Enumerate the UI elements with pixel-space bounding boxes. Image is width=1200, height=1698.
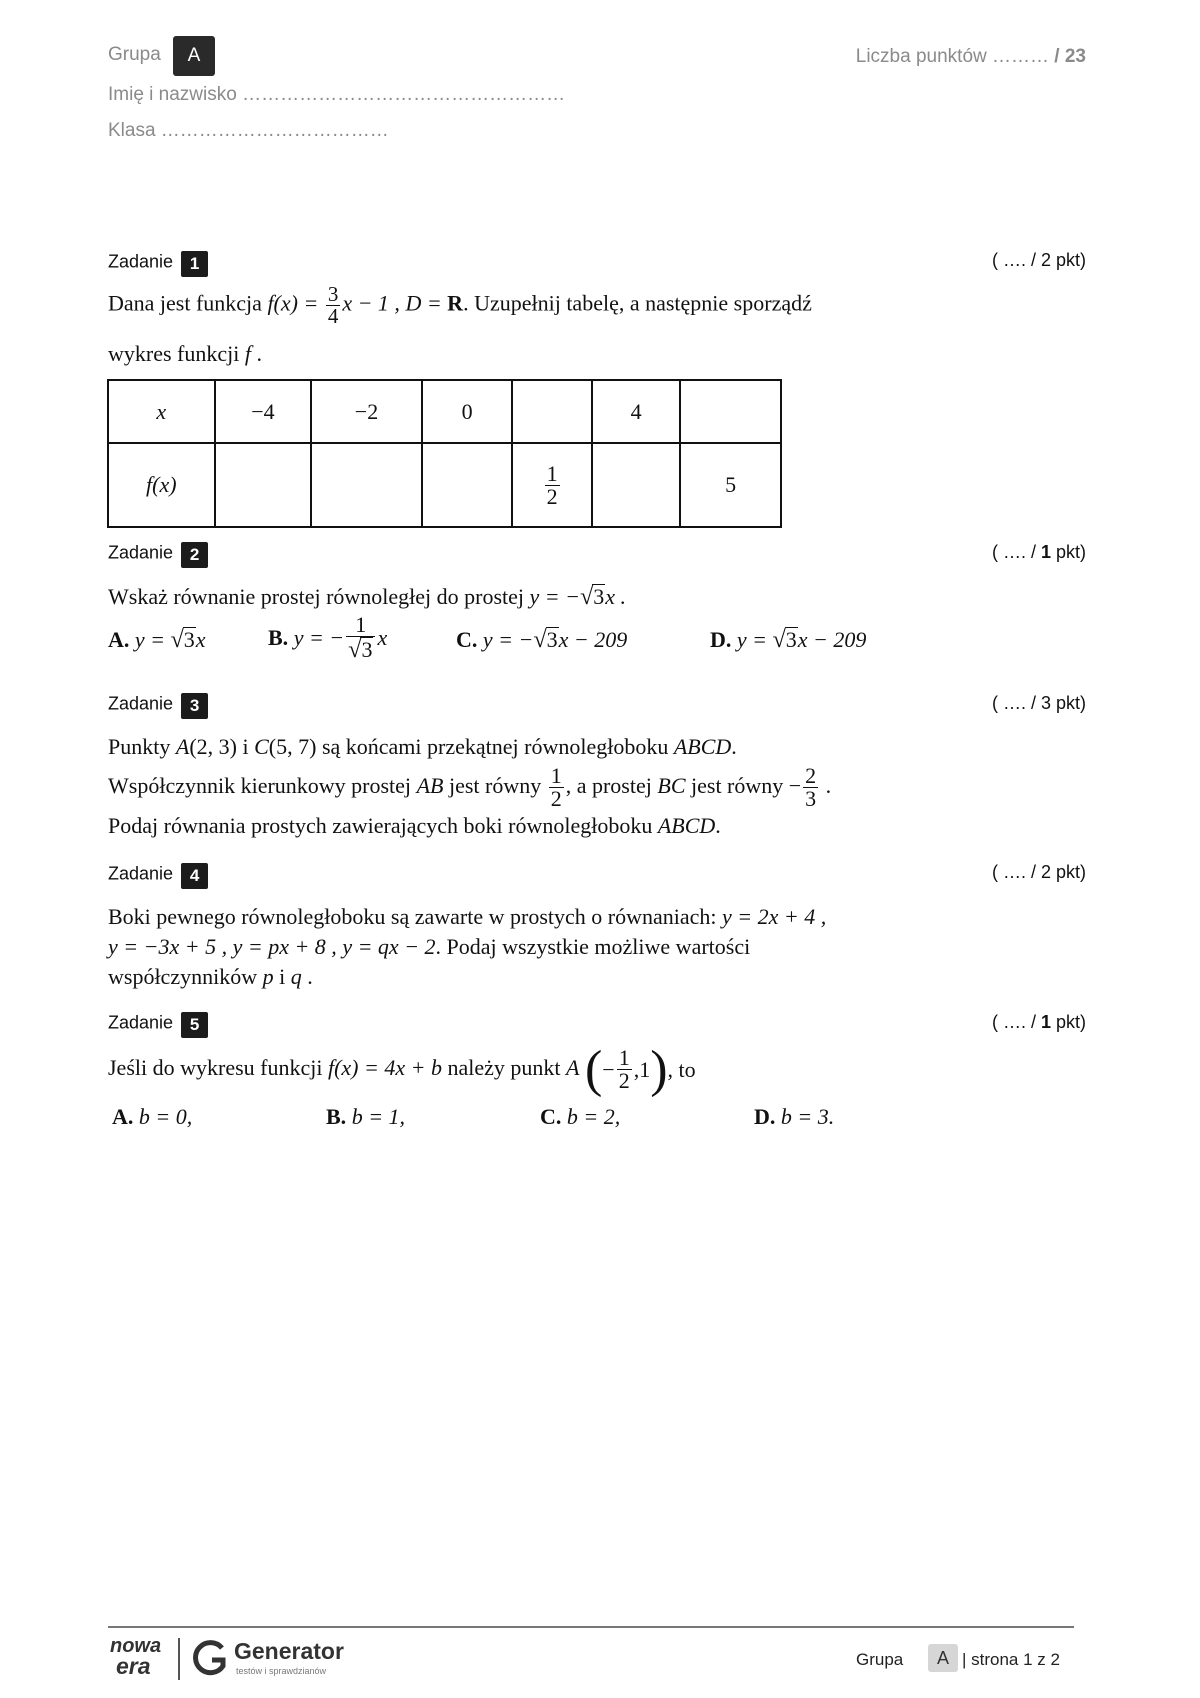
minus: − xyxy=(602,1056,615,1082)
frac-num: 3 xyxy=(327,282,339,306)
equation: y = qx − 2 xyxy=(342,934,436,959)
option-pre: y = − xyxy=(482,627,534,652)
task-2-points xyxy=(992,542,1086,563)
coord-y: ,1 xyxy=(633,1056,651,1082)
fraction-half xyxy=(545,460,560,509)
shape-name: ABCD xyxy=(673,734,732,759)
table-cell-empty[interactable] xyxy=(422,443,513,527)
frac-num: 1 xyxy=(546,460,558,486)
table-row-x xyxy=(108,380,781,443)
text: Punkty xyxy=(108,734,171,759)
task-5-option-d[interactable] xyxy=(754,1104,834,1130)
text: , to xyxy=(667,1056,696,1082)
table-row-fx xyxy=(108,443,781,527)
point-a: A xyxy=(566,1055,580,1080)
x-header: x xyxy=(156,398,167,424)
option-pre: y = − xyxy=(293,625,345,651)
points-post: pkt) xyxy=(1050,542,1086,562)
sqrt-icon: √ xyxy=(533,626,547,653)
text: i xyxy=(279,964,286,989)
logo-divider xyxy=(178,1638,180,1680)
option-post: x − 209 xyxy=(558,627,628,652)
nowa-era-logo xyxy=(110,1636,166,1682)
sqrt-icon: √ xyxy=(170,626,184,653)
sqrt-icon: √ xyxy=(772,626,786,653)
fraction-two-thirds xyxy=(803,765,818,810)
footer-group-label: Grupa xyxy=(856,1650,904,1669)
table-cell: 4 xyxy=(592,380,681,443)
text: należy punkt xyxy=(447,1055,561,1080)
values-table xyxy=(107,379,782,528)
task-3-line2 xyxy=(108,758,831,814)
text: jest równy − xyxy=(691,773,802,798)
point-a: A xyxy=(175,734,190,759)
function-def: f(x) = 4x + b xyxy=(327,1055,442,1080)
class-field[interactable]: Klasa ……………………………… xyxy=(108,120,389,141)
option-letter: D. xyxy=(710,627,732,652)
task-number: 3 xyxy=(181,693,208,719)
table-cell-half xyxy=(512,443,591,527)
task-1-instruction: . Uzupełnij tabelę, a następnie sporządź xyxy=(463,290,812,316)
task-1-text-c: wykres funkcji xyxy=(108,341,240,366)
task-2-option-a[interactable] xyxy=(108,626,206,654)
domain-set: R xyxy=(447,290,464,316)
domain-label: D = xyxy=(405,290,448,316)
option-eq: b = 0, xyxy=(138,1104,193,1129)
coord: (2, 3) xyxy=(189,734,237,759)
option-letter: A. xyxy=(108,627,130,652)
footer-group-badge: A xyxy=(928,1644,958,1672)
paren-left-icon: ( xyxy=(584,1040,603,1098)
function-def: f(x) = xyxy=(267,290,319,316)
task-number: 2 xyxy=(181,542,208,568)
text: Jeśli do wykresu funkcji xyxy=(108,1055,323,1080)
task-2-statement xyxy=(108,582,626,612)
sqrt-content: 3 xyxy=(593,584,605,609)
option-eq: b = 1, xyxy=(351,1104,406,1129)
period: . xyxy=(825,773,832,798)
task-2-option-b[interactable] xyxy=(268,614,387,662)
table-header-fx xyxy=(108,443,215,527)
name-field[interactable]: Imię i nazwisko …………………………………………… xyxy=(108,84,566,105)
page-indicator: | strona 1 z 2 xyxy=(962,1650,1060,1669)
option-eq: b = 2, xyxy=(566,1104,621,1129)
task-5-option-b[interactable] xyxy=(326,1104,405,1130)
frac-den: 2 xyxy=(546,483,558,509)
line-bc: BC xyxy=(657,773,686,798)
table-cell-empty[interactable] xyxy=(215,443,312,527)
task-5-option-c[interactable] xyxy=(540,1104,620,1130)
task-1-header xyxy=(108,251,208,277)
task-label: Zadanie xyxy=(108,542,174,563)
option-letter: B. xyxy=(268,625,289,651)
eq-post: x . xyxy=(605,584,627,609)
table-cell: −2 xyxy=(311,380,422,443)
fraction-one-over-sqrt3 xyxy=(346,614,375,662)
var-q: q xyxy=(290,964,302,989)
points-post: pkt) xyxy=(1050,1012,1086,1032)
points-label: Liczba punktów ……… xyxy=(855,46,1050,67)
frac-den xyxy=(346,637,375,662)
option-post: x xyxy=(377,625,388,651)
task-3-points: ( …. / 3 pkt) xyxy=(991,693,1086,713)
points-value: 1 xyxy=(1040,1012,1051,1032)
fraction-three-quarters xyxy=(326,284,341,327)
option-letter: C. xyxy=(456,627,478,652)
period: . xyxy=(715,813,721,838)
task-2-text: Wskaż równanie prostej równoległej do prostej xyxy=(108,584,525,609)
text: Boki pewnego równoległoboku są zawarte w prostych o równaniach: xyxy=(108,904,717,929)
equation: y = px + 8 , xyxy=(232,934,337,959)
generator-g-icon xyxy=(192,1640,228,1680)
points-pre: ( …. / xyxy=(991,1012,1041,1032)
shape-name: ABCD xyxy=(657,813,716,838)
equation: y = 2x + 4 , xyxy=(722,904,827,929)
task-4-line1 xyxy=(108,902,826,932)
frac-den: 4 xyxy=(327,304,339,328)
text: Podaj równania prostych zawierających boki równoległoboku xyxy=(108,813,653,838)
points-value: 1 xyxy=(1040,542,1051,562)
sqrt-content: 3 xyxy=(361,637,373,662)
option-post: x xyxy=(195,627,206,652)
frac-num: 2 xyxy=(805,763,817,789)
logo-generator-text: Generator xyxy=(234,1638,344,1664)
sqrt-content: 3 xyxy=(546,627,558,652)
period: . xyxy=(731,734,737,759)
points-header xyxy=(856,46,1086,68)
fraction-half xyxy=(549,765,564,810)
group-badge: A xyxy=(173,36,215,76)
task-5-option-a[interactable] xyxy=(112,1104,192,1130)
frac-den: 2 xyxy=(618,1068,630,1094)
task-4-line2 xyxy=(108,932,750,962)
task-4-line3 xyxy=(108,962,313,992)
option-letter: D. xyxy=(754,1104,776,1129)
eq-pre: y = − xyxy=(529,584,581,609)
text: , a prostej xyxy=(565,773,652,798)
task-5-points xyxy=(992,1012,1086,1033)
task-1-statement xyxy=(108,284,1068,327)
line-ab: AB xyxy=(416,773,444,798)
points-pre: ( …. / xyxy=(991,542,1041,562)
table-cell-empty[interactable] xyxy=(680,380,781,443)
period: . xyxy=(256,341,262,366)
frac-den: 2 xyxy=(550,786,562,812)
frac-num: 1 xyxy=(618,1045,630,1071)
task-label: Zadanie xyxy=(108,863,174,884)
logo-tagline: testów i sprawdzianów xyxy=(236,1666,327,1676)
task-label: Zadanie xyxy=(108,251,174,272)
sqrt-content: 3 xyxy=(785,627,797,652)
function-expr: x − 1 , xyxy=(342,290,400,316)
group-label: Grupa xyxy=(108,44,161,65)
table-cell: 5 xyxy=(680,443,781,527)
frac-num: 1 xyxy=(550,763,562,789)
frac-den: 3 xyxy=(805,786,817,812)
option-pre: y = xyxy=(736,627,773,652)
table-cell-empty[interactable] xyxy=(592,443,681,527)
task-3-header xyxy=(108,693,208,719)
sqrt-icon: √ xyxy=(580,583,594,610)
option-pre: y = xyxy=(134,627,171,652)
task-4-points: ( …. / 2 pkt) xyxy=(991,862,1086,882)
text: Współczynnik kierunkowy prostej xyxy=(108,773,412,798)
task-label: Zadanie xyxy=(108,1012,174,1033)
task-2-option-d[interactable] xyxy=(710,626,866,654)
table-cell: −4 xyxy=(215,380,312,443)
period: . xyxy=(307,964,313,989)
function-var: f xyxy=(244,341,251,366)
table-cell-empty[interactable] xyxy=(512,380,591,443)
points-total: / 23 xyxy=(1054,46,1086,67)
task-5-statement xyxy=(108,1036,696,1102)
task-1-text: Dana jest funkcja xyxy=(108,290,262,316)
coord: (5, 7) xyxy=(268,734,317,759)
text: współczynników xyxy=(108,964,258,989)
task-number: 5 xyxy=(181,1012,208,1038)
text: jest równy xyxy=(448,773,542,798)
option-post: x − 209 xyxy=(797,627,867,652)
task-label: Zadanie xyxy=(108,693,174,714)
task-4-header xyxy=(108,863,208,889)
footer-divider xyxy=(108,1626,1074,1628)
frac-num: 1 xyxy=(346,614,375,637)
table-cell: 0 xyxy=(422,380,513,443)
var-p: p xyxy=(262,964,274,989)
text: . Podaj wszystkie możliwe wartości xyxy=(435,934,751,959)
task-2-header xyxy=(108,542,208,568)
sqrt-content: 3 xyxy=(183,627,195,652)
task-number: 1 xyxy=(181,251,208,277)
table-header-x xyxy=(108,380,215,443)
task-1-line2 xyxy=(108,339,262,369)
fx-header: f(x) xyxy=(146,472,177,497)
logo-era: era xyxy=(116,1653,151,1679)
option-letter: B. xyxy=(326,1104,347,1129)
option-letter: C. xyxy=(540,1104,562,1129)
paren-right-icon: ) xyxy=(650,1040,668,1098)
task-2-option-c[interactable] xyxy=(456,626,627,654)
table-cell-empty[interactable] xyxy=(311,443,422,527)
text: i xyxy=(242,734,249,759)
logo-nowa: nowa xyxy=(110,1635,162,1657)
task-1-points: ( …. / 2 pkt) xyxy=(991,250,1086,270)
point-c: C xyxy=(254,734,269,759)
task-number: 4 xyxy=(181,863,208,889)
fraction-half xyxy=(617,1047,632,1092)
task-3-line3 xyxy=(108,811,721,841)
option-eq: b = 3. xyxy=(780,1104,835,1129)
sqrt-icon: √ xyxy=(348,636,362,663)
option-letter: A. xyxy=(112,1104,134,1129)
text: są końcami przekątnej równoległoboku xyxy=(321,734,669,759)
equation: y = −3x + 5 , xyxy=(108,934,228,959)
task-5-header xyxy=(108,1012,208,1038)
